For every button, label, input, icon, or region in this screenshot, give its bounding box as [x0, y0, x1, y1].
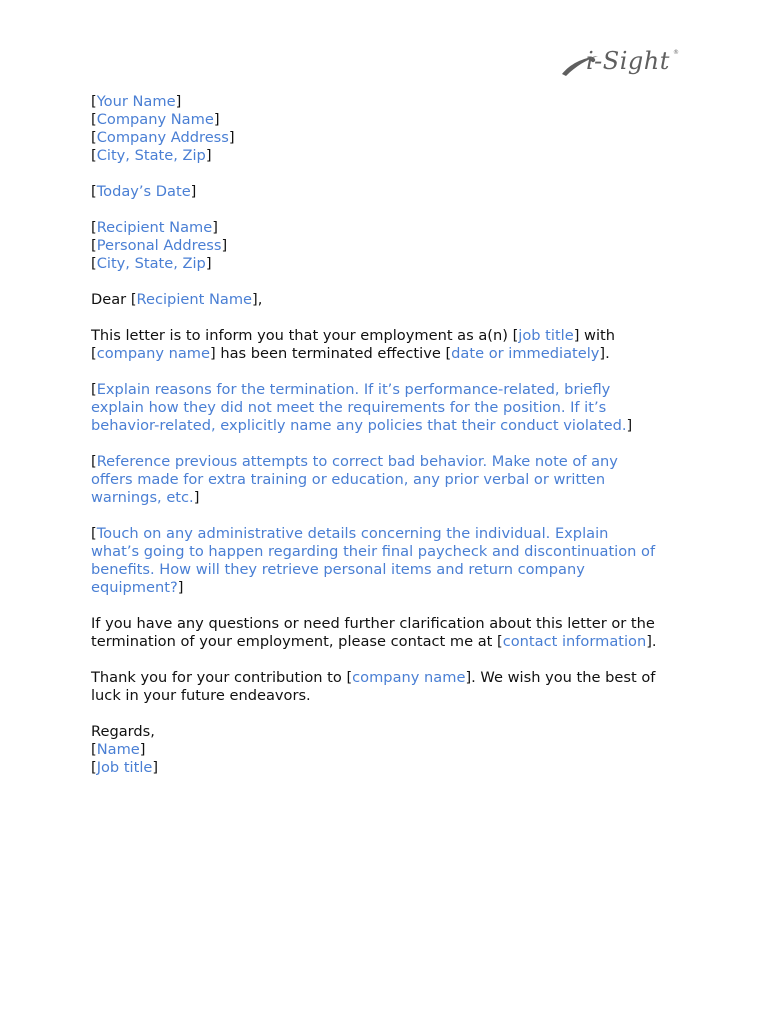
reasons-line-3: behavior-related, explicitly name any policies that their conduct violated. — [91, 417, 627, 434]
thanks-line-2: luck in your future endeavors. — [91, 687, 311, 704]
effective-date-placeholder: date or immediately — [451, 345, 600, 362]
logo-text: i-Sight — [586, 47, 670, 75]
recipient-city-placeholder: City, State, Zip — [96, 255, 206, 272]
para1-text-1: This letter is to inform you that your employment as a(n) — [91, 327, 513, 344]
admin-line-1: Touch on any administrative details concerning the individual. Explain — [96, 525, 609, 542]
date-placeholder: Today’s Date — [96, 183, 191, 200]
admin-line-4: equipment? — [91, 579, 178, 596]
attempts-line-2: offers made for extra training or education, any prior verbal or written — [91, 471, 606, 488]
job-title-placeholder: job title — [518, 327, 574, 344]
closing-job-title-line: [Job title] — [91, 759, 159, 776]
reasons-line-2: explain how they did not meet the requirements for the position. If it’s — [91, 399, 607, 416]
attempts-line-1: Reference previous attempts to correct bad behavior. Make note of any — [96, 453, 618, 470]
company-logo — [560, 44, 684, 84]
attempts-line-3: warnings, etc. — [91, 489, 194, 506]
sender-address-placeholder: Company Address — [96, 129, 229, 146]
para1-text-3: has been terminated effective — [215, 345, 446, 362]
closing-block — [91, 723, 691, 777]
questions-line-1: If you have any questions or need further clarification about this letter or the — [91, 615, 655, 632]
closing-job-title-placeholder: Job title — [96, 759, 153, 776]
sender-block — [91, 93, 691, 165]
para1-text-4: . — [605, 345, 610, 362]
paragraph-previous-attempts: [Reference previous attempts to correct bad behavior. Make note of any offers made for extra training or education, any prior verbal or written warnings, etc.] — [91, 453, 691, 507]
date-line: [Today’s Date] — [91, 183, 197, 200]
sender-company-line: [Company Name] — [91, 111, 220, 128]
salutation: Dear [Recipient Name], — [91, 291, 263, 308]
closing-name-line: [Name] — [91, 741, 146, 758]
recipient-name-placeholder: Recipient Name — [96, 219, 213, 236]
sender-company-placeholder: Company Name — [96, 111, 214, 128]
logo-registered-mark: ® — [673, 49, 679, 56]
paragraph-thanks: Thank you for your contribution to [company name]. We wish you the best of luck in your future endeavors. — [91, 669, 691, 705]
sender-name-line: [Your Name] — [91, 93, 182, 110]
sender-city-placeholder: City, State, Zip — [96, 147, 206, 164]
closing-regards: Regards, — [91, 723, 155, 740]
letter-body — [91, 93, 691, 777]
recipient-city-line: [City, State, Zip] — [91, 255, 212, 272]
salutation-name-placeholder: Recipient Name — [136, 291, 253, 308]
salutation-suffix: , — [257, 291, 263, 308]
paragraph-administrative: [Touch on any administrative details concerning the individual. Explain what’s going to happen regarding their final paycheck and discontinuation of benefits. How will they retrieve personal items and return company equipment?] — [91, 525, 691, 597]
sender-name-placeholder: Your Name — [96, 93, 176, 110]
admin-line-3: benefits. How will they retrieve personal items and return company — [91, 561, 585, 578]
sender-city-line: [City, State, Zip] — [91, 147, 212, 164]
company-name-placeholder: company name — [96, 345, 210, 362]
contact-information-placeholder: contact information — [502, 633, 647, 650]
para1-text-2: with — [579, 327, 616, 344]
sender-address-line: [Company Address] — [91, 129, 235, 146]
recipient-address-placeholder: Personal Address — [96, 237, 222, 254]
reasons-line-1: Explain reasons for the termination. If it’s performance-related, briefly — [96, 381, 611, 398]
closing-name-placeholder: Name — [96, 741, 140, 758]
salutation-prefix: Dear — [91, 291, 131, 308]
recipient-address-line: [Personal Address] — [91, 237, 228, 254]
recipient-block — [91, 219, 691, 273]
admin-line-2: what’s going to happen regarding their final paycheck and discontinuation of — [91, 543, 656, 560]
thanks-text-2: . We wish you the best of — [471, 669, 656, 686]
paragraph-questions: If you have any questions or need further clarification about this letter or the termination of your employment, please contact me at [contact information]. — [91, 615, 691, 651]
thanks-company-placeholder: company name — [352, 669, 466, 686]
paragraph-reasons: [Explain reasons for the termination. If it’s performance-related, briefly explain how they did not meet the requirements for the position. If it’s behavior-related, explicitly name any policies that their conduct violated.] — [91, 381, 691, 435]
questions-text-2: . — [651, 633, 657, 650]
recipient-name-line: [Recipient Name] — [91, 219, 218, 236]
date-block — [91, 183, 691, 201]
questions-text-1: termination of your employment, please contact me at — [91, 633, 498, 650]
thanks-text-1: Thank you for your contribution to — [91, 669, 347, 686]
paragraph-employment: This letter is to inform you that your employment as a(n) [job title] with [company name] has been terminated effective [date or immediately]. — [91, 327, 616, 362]
